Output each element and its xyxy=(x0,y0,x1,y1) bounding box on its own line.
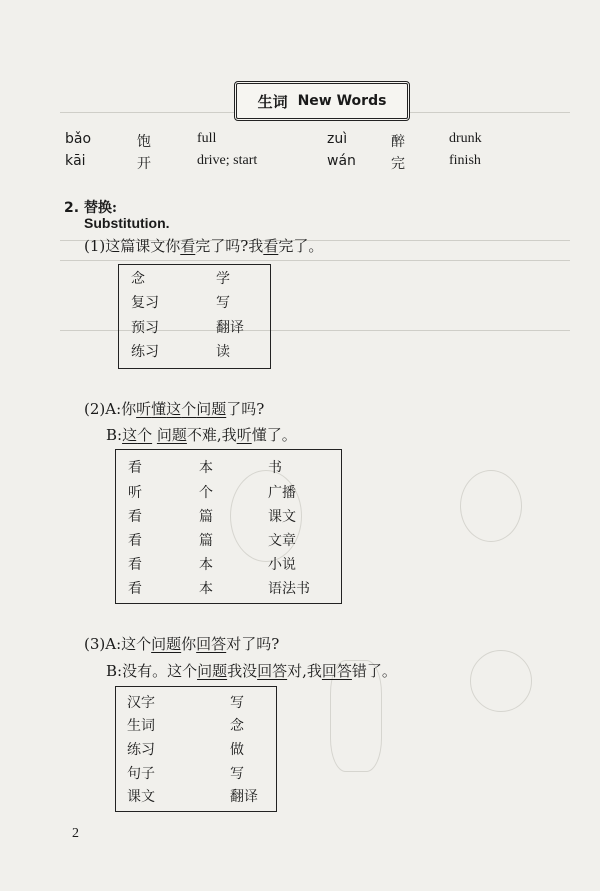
section-subtitle: Substitution. xyxy=(84,215,170,231)
substitution-cell: 念 xyxy=(230,718,244,734)
bleed-illustration xyxy=(470,650,532,712)
vocab-char: 饱 xyxy=(137,134,151,150)
substitution-cell: 篇 xyxy=(199,533,213,549)
sentence-part: (1)这篇课文你 xyxy=(84,237,181,255)
sentence-part: 完了吗?我 xyxy=(195,237,264,255)
substitution-cell: 篇 xyxy=(199,509,213,525)
sentence-part: 你 xyxy=(181,635,197,653)
sentence-part-underlined: 问题 xyxy=(156,426,187,444)
substitution-cell: 语法书 xyxy=(268,581,310,597)
substitution-cell: 做 xyxy=(230,742,244,758)
substitution-cell: 看 xyxy=(128,460,142,476)
substitution-cell: 听 xyxy=(128,485,142,501)
sentence-part: (2)A:你 xyxy=(84,400,137,418)
substitution-cell: 看 xyxy=(128,557,142,573)
new-words-header xyxy=(234,81,410,121)
substitution-cell: 个 xyxy=(199,485,213,501)
vocab-meaning: full xyxy=(197,131,217,146)
section-title-zh: 替换: xyxy=(83,200,118,216)
sentence-part: 对,我 xyxy=(287,662,322,680)
bleed-illustration xyxy=(460,470,522,542)
sentence-part-underlined: 回答 xyxy=(321,662,352,680)
sentence-part-underlined: 听 xyxy=(136,400,152,418)
substitution-cell: 书 xyxy=(268,460,282,476)
substitution-cell: 看 xyxy=(128,533,142,549)
vocab-meaning: finish xyxy=(449,153,481,168)
substitution-cell: 写 xyxy=(230,766,244,782)
vocab-meaning: drunk xyxy=(449,131,482,146)
sentence-part: 懂了。 xyxy=(251,426,297,444)
sentence-part: 错了。 xyxy=(351,662,397,680)
substitution-cell: 文章 xyxy=(268,533,296,549)
sentence-part-underlined: 听 xyxy=(236,426,252,444)
substitution-cell: 本 xyxy=(199,581,213,597)
substitution-cell: 汉字 xyxy=(127,695,155,711)
section-title xyxy=(64,197,117,217)
bleed-line xyxy=(60,260,570,261)
sentence-part-underlined: 懂 xyxy=(151,400,167,418)
substitution-cell: 翻译 xyxy=(230,789,258,805)
sentence-part-underlined: 这 xyxy=(122,426,138,444)
sentence-part: B: xyxy=(106,426,123,444)
substitution-cell: 翻译 xyxy=(216,320,244,336)
sentence-part: 对了吗? xyxy=(226,635,280,653)
sentence-part: 了吗? xyxy=(226,400,265,418)
sentence-part: B:没有。这个 xyxy=(106,662,198,680)
page-number: 2 xyxy=(72,826,79,841)
sentence-part-underlined: 问题 xyxy=(151,635,182,653)
sentence-part-underlined: 个 xyxy=(181,400,197,418)
substitution-cell: 本 xyxy=(199,557,213,573)
sentence-part: 不难,我 xyxy=(186,426,237,444)
substitution-cell: 看 xyxy=(128,581,142,597)
sentence-part: (3)A:这个 xyxy=(84,635,152,653)
substitution-cell: 读 xyxy=(216,344,230,360)
vocab-char: 醉 xyxy=(391,134,405,150)
exercise-1-sentence xyxy=(84,235,323,256)
substitution-cell: 课文 xyxy=(127,789,155,805)
substitution-cell: 学 xyxy=(216,271,230,287)
exercise-2-sentence-a xyxy=(84,398,264,419)
sentence-part-underlined: 看 xyxy=(263,237,279,255)
vocab-meaning: drive; start xyxy=(197,153,258,168)
substitution-cell: 小说 xyxy=(268,557,296,573)
exercise-3-sentence-b xyxy=(106,660,397,681)
new-words-header-en: New Words xyxy=(297,93,387,109)
substitution-cell: 写 xyxy=(216,295,230,311)
sentence-part-underlined: 回答 xyxy=(196,635,227,653)
sentence-part-underlined: 这 xyxy=(166,400,182,418)
vocab-pinyin: wán xyxy=(327,153,356,169)
vocab-pinyin: bǎo xyxy=(65,131,92,147)
substitution-cell: 念 xyxy=(131,271,145,287)
vocab-pinyin: kāi xyxy=(65,153,86,169)
sentence-part-underlined: 问题 xyxy=(197,662,228,680)
substitution-cell: 课文 xyxy=(268,509,296,525)
new-words-header-zh: 生词 xyxy=(257,92,288,111)
sentence-part-underlined: 个 xyxy=(137,426,153,444)
sentence-part: 我没 xyxy=(227,662,258,680)
substitution-cell: 生词 xyxy=(127,718,155,734)
vocab-pinyin: zuì xyxy=(327,131,348,147)
sentence-part-underlined: 问题 xyxy=(196,400,227,418)
exercise-2-sentence-b xyxy=(106,424,297,445)
exercise-3-sentence-a xyxy=(84,633,279,654)
sentence-part: 完了。 xyxy=(278,237,324,255)
substitution-cell: 练习 xyxy=(131,344,159,360)
sentence-part-underlined: 看 xyxy=(180,237,196,255)
substitution-cell: 练习 xyxy=(127,742,155,758)
substitution-cell: 写 xyxy=(230,695,244,711)
substitution-cell: 本 xyxy=(199,460,213,476)
substitution-cell: 看 xyxy=(128,509,142,525)
substitution-cell: 预习 xyxy=(131,320,159,336)
section-number: 2. xyxy=(64,200,80,216)
substitution-cell: 复习 xyxy=(131,295,159,311)
sentence-part-underlined: 回答 xyxy=(257,662,288,680)
substitution-cell: 句子 xyxy=(127,766,155,782)
vocab-char: 完 xyxy=(391,156,405,172)
substitution-cell: 广播 xyxy=(268,485,296,501)
vocab-char: 开 xyxy=(137,156,151,172)
